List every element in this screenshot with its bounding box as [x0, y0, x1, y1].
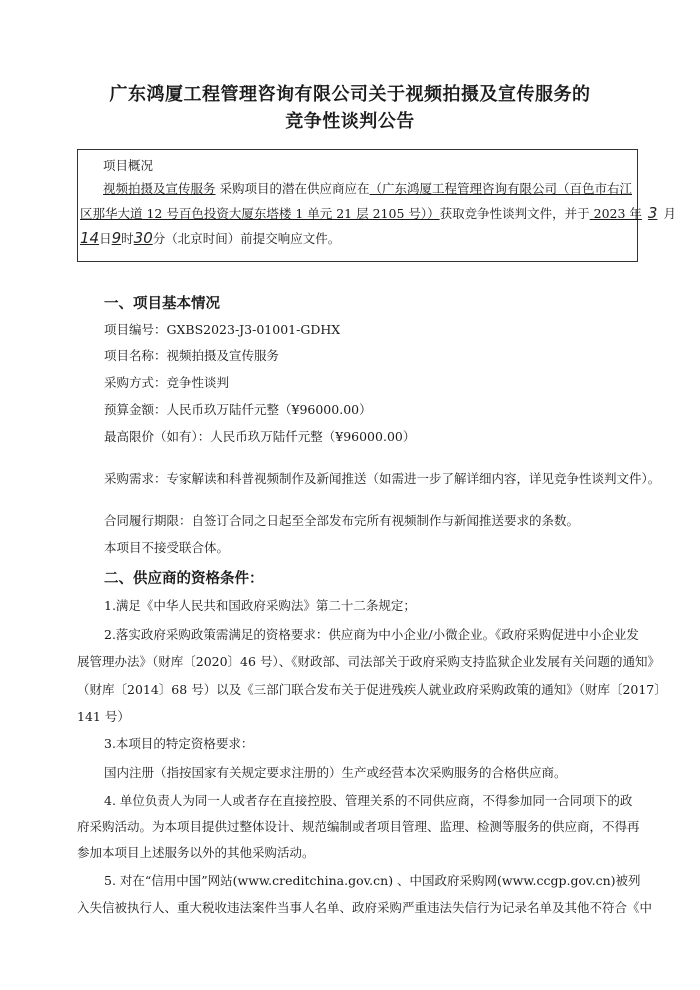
- section-2-heading: 二、供应商的资格条件：: [104, 570, 264, 587]
- qualification-item-4-line-2: 府采购活动。为本项目提供过整体设计、规范编制或者项目管理、监理、检测等服务的供应商，不得再: [77, 819, 640, 834]
- title-line-1: 广东鸿厦工程管理咨询有限公司关于视频拍摄及宣传服务的: [109, 84, 591, 105]
- overview-line-3: [80, 228, 340, 249]
- project-overview-box: [77, 149, 676, 262]
- procurement-method: 采购方式：竞争性谈判: [104, 375, 230, 390]
- overview-line-1: [103, 179, 632, 199]
- qualification-item-2-line-2: 展管理办法》（财库〔2020〕46 号）、《财政部、司法部关于政府采购支持监狱企业发展有关问题的通知》: [77, 654, 660, 669]
- qualification-item-4-line-1: 4. 单位负责人为同一人或者存在直接控股、管理关系的不同供应商，不得参加同一合同项下的政: [104, 793, 633, 808]
- contract-period: 合同履行期限：自签订合同之日起至全部发布完所有视频制作与新闻推送要求的条数。: [104, 513, 580, 528]
- overview-address-1: （广东鸿厦工程管理咨询有限公司（百色市右江: [369, 181, 633, 196]
- consortium-note: 本项目不接受联合体。: [104, 540, 230, 555]
- overview-hour-unit: 时: [121, 231, 134, 246]
- qualification-item-5-line-1: 5. 对在“信用中国”网站(www.creditchina.gov.cn) 、中国政府采购网(www.ccgp.gov.cn)被列: [104, 873, 641, 888]
- budget-amount: 预算金额：人民币玖万陆仟元整（¥96000.00）: [104, 402, 372, 417]
- overview-hour: 9: [111, 229, 122, 247]
- qualification-item-5-line-2: 入失信被执行人、重大税收违法案件当事人名单、政府采购严重违法失信行为记录名单及其他不符合《中: [77, 900, 653, 915]
- qualification-item-2-line-1: 2.落实政府采购政策需满足的资格要求：供应商为中小企业/小微企业。《政府采购促进中小企业发: [104, 627, 639, 642]
- overview-line-2: [80, 203, 676, 224]
- section-1-heading: 一、项目基本情况: [104, 295, 220, 312]
- qualification-item-3: 3.本项目的特定资格要求：: [104, 736, 254, 751]
- overview-project-name: 视频拍摄及宣传服务: [103, 181, 216, 196]
- overview-line-2-tail: 获取竞争性谈判文件，并于: [439, 206, 590, 221]
- overview-minute-unit: 分: [152, 231, 166, 246]
- overview-address-2: 区那华大道 12 号百色投资大厦东塔楼 1 单元 21 层 2105 号））: [80, 206, 440, 221]
- overview-month: 3: [647, 204, 658, 222]
- overview-day-unit: 日: [99, 231, 112, 246]
- overview-month-unit: 月: [663, 206, 676, 221]
- qualification-item-3-detail: 国内注册（指按国家有关规定要求注册的）生产或经营本次采购服务的合格供应商。: [104, 765, 567, 780]
- max-price: 最高限价（如有）：人民币玖万陆仟元整（¥96000.00）: [104, 429, 416, 444]
- qualification-item-2-line-4: 141 号）: [77, 709, 130, 724]
- overview-line-3-tail: （北京时间）前提交响应文件。: [165, 231, 341, 246]
- overview-day: 14: [80, 229, 100, 247]
- project-code: 项目编号：GXBS2023-J3-01001-GDHX: [104, 322, 341, 337]
- procurement-demand: 采购需求：专家解读和科普视频制作及新闻推送（如需进一步了解详细内容，详见竞争性谈判文件）。: [104, 471, 661, 486]
- overview-minute: 30: [133, 229, 153, 247]
- project-name: 项目名称：视频拍摄及宣传服务: [104, 348, 280, 363]
- overview-line-1-mid: 采购项目的潜在供应商应在: [219, 181, 370, 196]
- overview-heading: 项目概况: [103, 158, 154, 173]
- qualification-item-1: 1.满足《中华人民共和国政府采购法》第二十二条规定；: [104, 598, 416, 613]
- qualification-item-2-line-3: （财库〔2014〕68 号）以及《三部门联合发布关于促进残疾人就业政府采购政策的通知》（财库〔2017〕: [77, 682, 667, 697]
- overview-year: 2023 年: [589, 206, 642, 221]
- title-line-2: 竞争性谈判公告: [285, 111, 415, 132]
- qualification-item-4-line-3: 参加本项目上述服务以外的其他采购活动。: [77, 845, 315, 860]
